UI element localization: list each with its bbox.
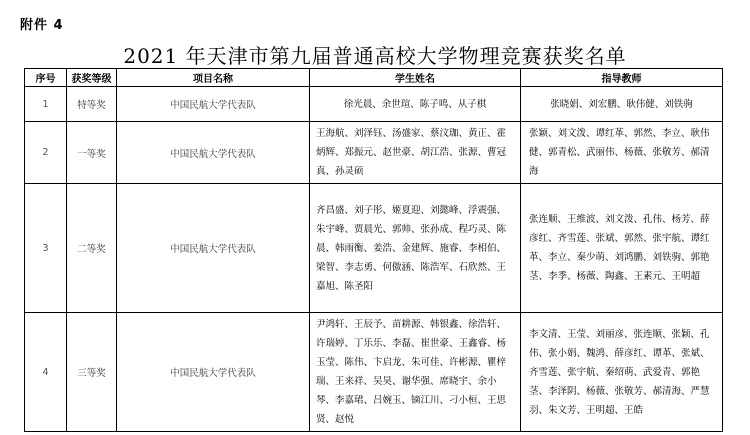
- row-teachers: [521, 184, 723, 313]
- row-level: 特等奖: [67, 87, 117, 122]
- header-project: 项目名称: [117, 69, 310, 87]
- row-project: 中国民航大学代表队: [117, 122, 310, 184]
- row-students: [310, 122, 521, 184]
- awards-table: [24, 68, 723, 432]
- attachment-label: 附件 4: [20, 18, 64, 33]
- header-index: 序号: [25, 69, 67, 87]
- teachers-list: 张晓娟、刘宏鹏、耿伟健、刘铁驹: [550, 98, 693, 110]
- row-students: [310, 87, 521, 122]
- students-list: 徐光晨、余世瑄、陈子鸣、从子棋: [343, 98, 487, 110]
- row-students: [310, 184, 521, 313]
- header-teachers: 指导教师: [521, 69, 723, 87]
- header-students: 学生姓名: [310, 69, 521, 87]
- table-row: [25, 313, 723, 432]
- table-row: [25, 184, 723, 313]
- row-project: 中国民航大学代表队: [117, 313, 310, 432]
- row-level: 一等奖: [67, 122, 117, 184]
- document-title: 2021 年天津市第九届普通高校大学物理竞赛获奖名单: [123, 44, 627, 68]
- teachers-list: 李文清、王莹、刘丽彦、张连顺、张颖、孔伟、张小娟、魏鸿、薛彦红、谭革、张斌、齐雪莲、张宇航、秦绍萌、武爱青、郭艳茎、李泽阴、杨薇、张敬芳、郝清海、严慧羽、朱文芳、王明超、王皓: [529, 328, 710, 416]
- row-index: 1: [25, 87, 67, 122]
- row-students: [310, 313, 521, 432]
- teachers-list: 张连顺、王维波、刘文泼、孔伟、杨芳、薛彦红、齐雪莲、张斌、郭然、张宇航、谭红革、李立、秦少萌、刘鸿鹏、刘铁驹、郭艳茎、李季、杨薇、陶鑫、王素元、王明超: [529, 214, 710, 282]
- row-index: 3: [25, 184, 67, 313]
- row-project: 中国民航大学代表队: [117, 184, 310, 313]
- table-row: [25, 122, 723, 184]
- students-list: 尹鸿轩、王辰予、苗耕源、韩银鑫、徐浩轩、许瑞婷、丁乐乐、李磊、崔世豪、王鑫睿、杨玉莹、陈伟、卞启龙、朱可佳、许彬源、瞿梓瑞、王来祥、吴昊、谢华强、席晓宇、余小琴、李嘉珺、吕婉玉、镝江川、刁小桓、王思贤、赵悦: [316, 319, 507, 425]
- row-project: 中国民航大学代表队: [117, 87, 310, 122]
- table-row: [25, 87, 723, 122]
- row-teachers: [521, 313, 723, 432]
- row-level: 三等奖: [67, 313, 117, 432]
- row-index: 4: [25, 313, 67, 432]
- header-level: 获奖等级: [67, 69, 117, 87]
- row-teachers: [521, 87, 723, 122]
- row-index: 2: [25, 122, 67, 184]
- teachers-list: 张颖、刘文泼、谭红革、郭然、李立、耿伟健、郭青松、武丽伟、杨薇、张敬芳、郝清海: [529, 128, 710, 177]
- table-header-row: [25, 69, 723, 87]
- students-list: 王海航、刘泽钰、汤盛家、蔡汶珈、黄正、霍炳辉、郑振元、赵世豪、胡江浩、张源、曹冠真、孙灵硕: [316, 128, 507, 177]
- row-teachers: [521, 122, 723, 184]
- students-list: 齐昌盛、刘子彤、姬夏迎、刘懿峰、浮震强、朱宇峰、贾晨光、郭帅、张孙成、程巧灵、陈晨、韩雨衡、姜浩、金建辉、施睿、李相伯、梁智、李志勇、何傲涵、陈浩军、石欣然、王嘉旭、陈圣阳: [316, 204, 507, 292]
- row-level: 二等奖: [67, 184, 117, 313]
